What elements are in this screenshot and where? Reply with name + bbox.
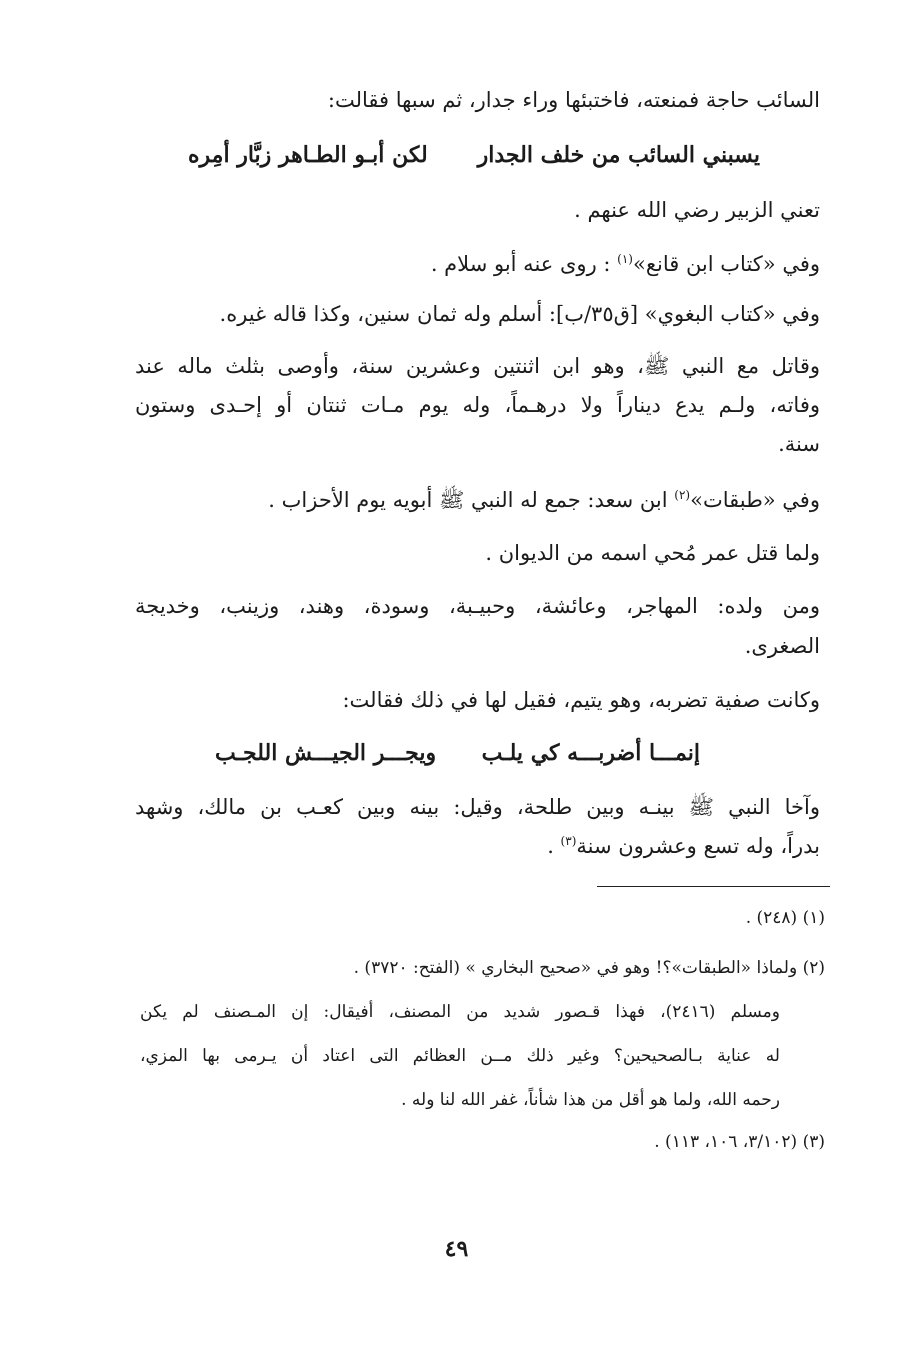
paragraph-line: سنة. — [778, 432, 820, 456]
paragraph-line: وفاته، ولـم يدع ديناراً ولا درهـماً، وله يوم مـات ثنتان أو إحـدى وستون — [135, 393, 820, 417]
footnote-2: (٢) ولماذا «الطبقات»؟! وهو في «صحيح البخاري » (الفتح: ٣٧٢٠) . — [353, 958, 825, 978]
paragraph-line: وآخا النبي ﷺ بينـه وبين طلحة، وقيل: بينه وبين كعـب بن مالك، وشهد — [135, 795, 820, 819]
footnote-ref-1[interactable]: (١) — [617, 252, 633, 266]
footnote-2-line: رحمه الله، ولما هو أقل من هذا شأناً، غفر الله لنا وله . — [401, 1090, 780, 1110]
paragraph-line — [135, 486, 820, 514]
footnote-2-line: له عناية بـالصحيحين؟ وغير ذلك مــن العظائم التى اعتاد أن يـرمى بها المزي، — [140, 1046, 780, 1066]
paragraph-line: ولما قتل عمر مُحي اسمه من الديوان . — [485, 541, 820, 565]
paragraph-line: وقاتل مع النبي ﷺ، وهو ابن اثنتين وعشرين سنة، وأوصى بثلث ماله عند — [135, 354, 820, 378]
verse-hemistich-1b: لكن أبـو الطـاهر زبَّار أمِره — [188, 142, 428, 168]
paragraph-line: وفي «كتاب البغوي» [ق٣٥/ب]: أسلم وله ثمان سنين، وكذا قاله غيره. — [219, 302, 820, 326]
paragraph-line: وكانت صفية تضربه، وهو يتيم، فقيل لها في ذلك فقالت: — [342, 688, 820, 712]
verse-hemistich-2a: إنمـــا أضربـــه كي يلـب — [481, 740, 700, 766]
footnote-ref-3[interactable]: (٣) — [560, 834, 577, 848]
verse-hemistich-2b: ويجـــر الجيـــش اللجـب — [215, 740, 437, 766]
paragraph-text: وفي «طبقات» — [690, 488, 820, 512]
footnote-1: (١) (٢٤٨) . — [745, 908, 825, 928]
footnote-2-line: ومسلم (٢٤١٦)، فهذا قـصور شديد من المصنف، أفيقال: إن المـصنف لم يكن — [140, 1002, 780, 1022]
paragraph-line — [135, 832, 820, 860]
paragraph-text: بدراً، وله تسع وعشرون سنة — [576, 834, 820, 858]
footnote-ref-2[interactable]: (٢) — [674, 488, 691, 502]
paragraph-line: السائب حاجة فمنعته، فاختبئها وراء جدار، ثم سبها فقالت: — [327, 88, 820, 112]
paragraph-text: وفي «كتاب ابن قانع» — [632, 252, 820, 276]
footnote-separator — [597, 886, 830, 887]
paragraph-line: ومن ولده: المهاجر، وعائشة، وحبيـبة، وسودة، وهند، وزينب، وخديجة — [135, 594, 820, 618]
paragraph-text: : روى عنه أبو سلام . — [430, 252, 618, 276]
page-number: ٤٩ — [444, 1236, 469, 1262]
paragraph-text: ابن سعد: جمع له النبي ﷺ أبويه يوم الأحزاب . — [268, 488, 675, 512]
footnote-3: (٣) (٣/١٠٢، ١٠٦، ١١٣) . — [654, 1132, 825, 1152]
paragraph-text: . — [547, 834, 561, 858]
paragraph-line — [135, 250, 820, 278]
paragraph-line: الصغرى. — [744, 634, 820, 658]
verse-hemistich-1a: يسبني السائب من خلف الجدار — [477, 142, 760, 168]
paragraph-line: تعني الزبير رضي الله عنهم . — [574, 198, 820, 222]
